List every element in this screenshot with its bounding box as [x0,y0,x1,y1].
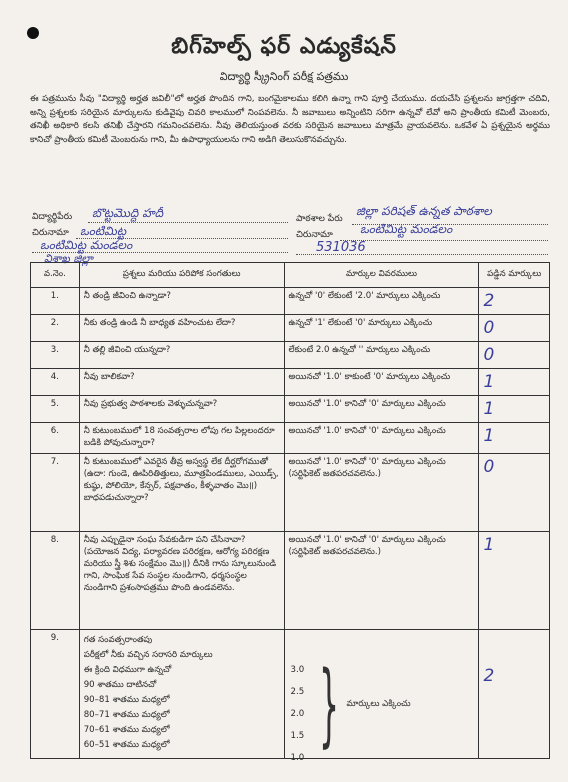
header-mark-details: మార్కుల వివరములు [284,263,479,288]
row-details: అయినచో '1.0' కానిచో '0' మార్కులు ఎక్కించు (సర్టిఫికెట్ జతపరచవలెను.) [284,454,479,532]
row-details: ఉన్నచో '0' లేకుంటే '2.0' మార్కులు ఎక్కించు [284,288,479,315]
row-number: 3. [31,342,80,369]
scale-label: మార్కులు ఎక్కించు [346,699,411,709]
scale-value: 2.0 [290,709,305,719]
row-mark-entry[interactable]: 0 [479,315,550,342]
row-details: అయినచో '1.0' కాకుంటే '0' మార్కులు ఎక్కించు [284,369,479,396]
address-value-3[interactable]: విశాఖ జిల్లా [44,252,93,265]
table-row [31,342,550,369]
row-number: 7. [31,454,80,532]
marks-scale [289,652,475,763]
row9-line: 90 శాతము దాటినచో [83,680,157,690]
brace-icon: } [318,652,339,757]
row9-line: 90–81 శాతము మధ్యలో [83,695,170,705]
row-mark-entry[interactable]: 1 [479,532,550,630]
row-details: లేకుంటే 2.0 ఉన్నచో '' మార్కులు ఎక్కించు [284,342,479,369]
table-header-row [31,263,550,288]
table-row [31,423,550,454]
row-number: 6. [31,423,80,454]
table-row [31,630,550,759]
form-title: బిగ్‌హెల్ప్ ఫర్ ఎడ్యుకేషన్ [171,34,397,59]
header-marks-obtained: పడ్డిన మార్కులు [479,263,550,288]
row9-line: గత సంవత్సరాంతపు [83,635,153,645]
school-address-value[interactable]: ఒంటిమిట్ట మండలం [360,222,453,236]
student-name-label: విద్యార్థిపేరు [32,212,73,222]
instructions-paragraph: ఈ పత్రమును సీవు "విద్యార్థి అర్హత జవిలీ"లో అర్హత పొందిన గాని, బంగమైకాలము కలిగి ఉన్నా గాని పూర్తి చేయుము. దయచేసి ప్రశ్నలను జాగ్రత్తగా చదివి, అన్ని ప్రశ్నలకు సరియైన మార్కులను కుడివైపు చివరి కాలములో నింపవలెను. నీ జవాబులు అన్నింటిని సరిగా ఉన్నవో లేవో అని ప్రాంతీయ కమిటీ మెంబరు, తనిఖీ అధికారి కలసి తనిఖీ చేస్తారని గమనించవలెను. నీవు తెలియస్తుంత వరకు సరియైన జవాబులు మాత్రమే వ్రాయవలెను. ఒకవేళ ఏ ప్రశ్నయైన అర్థము కానిచో ప్రాంతీయ కమిటీ మెంబరును గాని, మీ ఉపాధ్యాయులను గాని అడిగి తెలుసుకొనవచ్చును. [30,94,550,145]
row-details: ఉన్నచో '1' లేకుంటే '0' మార్కులు ఎక్కించు [284,315,479,342]
row-mark-entry[interactable]: 1 [479,423,550,454]
row-question: నీవు ఎప్పుడైనా సంఘ సేవకుడిగా పని చేసినావా? (పయోజన విద్య, పర్యావరణ పరిరక్షణ, ఆరోగ్య పరిరక్షణ మరియు స్త్రీ శిశు సంక్షేమం మొ॥) దీనికి గాను స్కూలునుండి గాని, సాంఘిక సేవ సంస్థల నుండిగాని, ధర్మసంస్థల నుండిగాని ప్రశంసాపత్రము పొంది ఉండవలెను. [79,532,284,630]
row-number: 9. [31,630,80,759]
table-row [31,315,550,342]
table-row [31,369,550,396]
row9-line: ఈ క్రింది విధముగా ఉన్నచో [83,665,172,675]
table-row [31,532,550,630]
row9-line: 70–61 శాతము మధ్యలో [83,725,170,735]
student-name-value[interactable]: బొట్టమొద్ది హదీ [92,206,164,220]
row-question: నీకు తండ్రి ఉండి నీ బాధ్యత వహించుట లేదా? [79,315,284,342]
scale-value: 1.0 [290,753,305,763]
pincode-value[interactable]: 531036 [316,240,366,255]
scale-value: 2.5 [290,687,305,697]
form-subtitle: విద్యార్థి స్క్రీనింగ్ పరీక్ష పత్రము [219,70,349,83]
row-mark-entry[interactable]: 0 [479,454,550,532]
school-address-line [340,240,548,241]
row-number: 4. [31,369,80,396]
address-value-1[interactable]: ఒంటిమిట్ట [80,224,127,238]
row-question: నీ కుటుంబములో ఎవరైన తీవ్ర అస్వస్థ లేక దీర్ఘరోగముతో (ఉదా: గుండె, ఊపిరితిత్తులు, మూత్రపిండములు, ఎయిడ్స్, కుష్ఠు, పోలియో, కేన్సర్, పక్షవాతం, కీళ్ళవాతం మొ॥) బాధపడుచున్నారా? [79,454,284,532]
row-question: నీవు బాలికవా? [79,369,284,396]
table-row [31,288,550,315]
table-row [31,396,550,423]
row-details: అయినచో '1.0' కానిచో '0' మార్కులు ఎక్కించు (సర్టిఫికెట్ జతపరచవలెను.) [284,532,479,630]
row-details: అయినచో '1.0' కానిచో '0' మార్కులు ఎక్కించు [284,423,479,454]
row-mark-entry[interactable]: 0 [479,342,550,369]
row9-line: 60–51 శాతము మధ్యలో [83,740,170,750]
table-row [31,454,550,532]
row-question: నీ తల్లి జీవించి యున్నదా? [79,342,284,369]
header-questions: ప్రశ్నలు మరియు పరిపోక సంగతులు [79,263,284,288]
row-number: 1. [31,288,80,315]
row-details: అయినచో '1.0' కానిచో '0' మార్కులు ఎక్కించు [284,396,479,423]
row-question-average-marks [79,630,284,759]
marks-table [30,262,550,763]
row-details-scale [284,630,479,763]
row-number: 8. [31,532,80,630]
address-label: చిరునామా [32,228,69,238]
row-number: 2. [31,315,80,342]
school-name-value[interactable]: జిల్లా పరిషత్ ఉన్నత పాఠశాల [356,204,492,218]
row-question: నీ కుటుంబములో 18 సంవత్సరాల లోపు గల పిల్లలందరూ బడికి పోవుచున్నారా? [79,423,284,454]
address-value-2[interactable]: ఒంటిమిట్ట మండలం [40,238,133,252]
school-address-label: చిరునామా [296,230,333,240]
row-mark-entry[interactable]: 1 [479,396,550,423]
row-mark-entry[interactable]: 1 [479,369,550,396]
row-number: 5. [31,396,80,423]
scale-value: 3.0 [290,665,305,675]
row-question: నీ తండ్రి జీవించి ఉన్నాడా? [79,288,284,315]
row9-line: 80–71 శాతము మధ్యలో [83,710,170,720]
row-question: నీవు ప్రభుత్వ పాఠశాలకు వెళ్ళుచున్నవా? [79,396,284,423]
scale-value: 1.5 [290,731,305,741]
school-name-label: పాఠశాల పేరు [296,214,343,224]
row9-line: పరీక్షలో నీకు వచ్చిన సరాసరి మార్కులు [83,650,213,660]
header-serial: వ.నెం. [31,263,80,288]
row-mark-entry[interactable]: 2 [479,288,550,315]
scale-values [291,659,305,769]
row-mark-entry[interactable]: 2 [479,630,550,759]
